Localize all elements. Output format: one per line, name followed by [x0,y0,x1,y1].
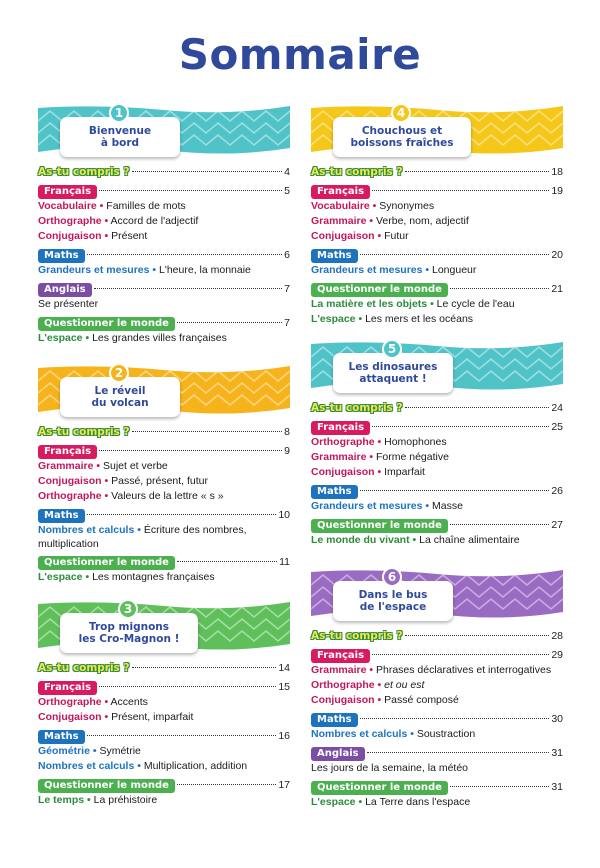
page-number: 19 [551,185,563,197]
dot-leader [99,686,276,687]
francais-tag[interactable]: Français [311,649,370,663]
topic-subject: Orthographe [38,696,102,708]
dot-leader [177,784,276,785]
topic-text: Présent, imparfait [111,711,194,723]
francais-tag[interactable]: Français [311,185,370,199]
topic-subject: La matière et les objets [311,298,428,310]
dot-leader [372,190,549,191]
toc-row [38,247,290,263]
page-number: 26 [551,485,563,497]
page-number: 25 [551,421,563,433]
toc-row [311,164,563,180]
dot-leader [87,254,283,255]
maths-tag[interactable]: Maths [311,713,358,727]
topic-text: Présent [111,230,148,242]
toc-row [38,679,290,695]
bullet: • [137,524,141,536]
bullet: • [430,298,434,310]
dot-leader [405,171,550,172]
topic-subject: Grammaire [311,215,367,227]
topic-line [311,263,563,278]
toc-row [311,517,563,533]
toc-row [38,660,290,676]
questionner-le-monde-tag[interactable]: Questionner le monde [38,317,175,331]
bullet: • [358,313,363,325]
topic-line [38,263,290,278]
topic-text: Soustraction [416,728,476,740]
topic-text: Passé, présent, futur [111,475,209,487]
dot-leader [405,407,550,408]
unit-2 [38,364,290,585]
topic-text: Masse [432,500,463,512]
bullet: • [377,436,382,448]
unit-3 [38,600,290,808]
page-number: 31 [551,781,563,793]
topic-line [311,663,563,678]
topic-text: Homophones [384,436,447,448]
topic-subject: Conjugaison [38,230,102,242]
topic-text: Les mers et les océans [365,313,474,325]
questionner-le-monde-tag[interactable]: Questionner le monde [311,283,448,297]
francais-tag[interactable]: Français [38,185,97,199]
unit-entries [38,164,290,346]
topic-subject: Conjugaison [38,475,102,487]
topic-text: Symétrie [99,745,141,757]
toc-row [311,779,563,795]
topic-text-cont: multiplication [38,538,99,550]
topic-line [38,331,290,346]
anglais-tag[interactable]: Anglais [38,283,92,297]
page-number: 4 [284,166,290,178]
topic-text: Synonymes [379,200,435,212]
topic-subject: Nombres et calculs [38,524,135,536]
topic-subject: Grandeurs et mesures [311,264,423,276]
toc-row [311,647,563,663]
topic-text: Phrases déclaratives et interrogatives [375,664,552,676]
dot-leader [132,431,283,432]
unit-entries [311,628,563,810]
dot-leader [94,288,283,289]
topic-text: Les montagnes françaises [92,571,215,583]
topic-subject: Vocabulaire [311,200,370,212]
topic-line [38,474,290,489]
maths-tag[interactable]: Maths [38,249,85,263]
topic-subject: Orthographe [38,490,102,502]
bullet: • [412,534,417,546]
bullet: • [410,728,414,740]
topic-subject: Grammaire [311,451,367,463]
as-tu-compris-link[interactable]: As-tu compris ? [38,426,130,438]
unit-title-card [333,117,471,157]
dot-leader [372,426,549,427]
toc-row [311,281,563,297]
topic-subject: Grandeurs et mesures [311,500,423,512]
page-number: 9 [284,445,290,457]
topic-line [311,312,563,327]
unit-number-badge: 2 [109,363,129,383]
dot-leader [87,735,277,736]
dot-leader [372,654,549,655]
topic-line [38,570,290,585]
page-number: 7 [284,283,290,295]
topic-text: Écriture des nombres, [143,524,247,536]
topic-subject: Grammaire [38,460,94,472]
bullet: • [377,679,382,691]
questionner-le-monde-tag[interactable]: Questionner le monde [38,779,175,793]
topic-text: Imparfait [384,466,425,478]
topic-line [311,533,563,548]
bullet: • [425,500,430,512]
toc-row [311,745,563,761]
topic-text: L'heure, la monnaie [159,264,251,276]
topic-text: Forme négative [375,451,449,463]
topic-text: Verbe, nom, adjectif [375,215,469,227]
unit-4 [311,104,563,327]
page-number: 16 [278,730,290,742]
questionner-le-monde-tag[interactable]: Questionner le monde [311,781,448,795]
as-tu-compris-link[interactable]: As-tu compris ? [311,402,403,414]
anglais-tag[interactable]: Anglais [311,747,365,761]
dot-leader [360,490,550,491]
dot-leader [360,254,550,255]
dot-leader [99,190,282,191]
topic-subject: Orthographe [38,215,102,227]
dot-leader [450,288,549,289]
toc-row [38,443,290,459]
page-title: Sommaire [178,30,422,79]
unit-number-badge: 1 [109,103,129,123]
topic-subject: Grandeurs et mesures [38,264,150,276]
topic-line [311,297,563,312]
bullet: • [372,200,377,212]
toc-row [38,777,290,793]
bullet: • [369,664,374,676]
topic-line [38,523,290,551]
unit-banner [311,568,563,624]
topic-subject: Le monde du vivant [311,534,410,546]
bullet: • [92,745,97,757]
topic-subject: L'espace [38,571,83,583]
bullet: • [377,694,382,706]
toc-row [311,183,563,199]
unit-banner [38,364,290,420]
unit-banner [311,340,563,396]
toc-row [38,281,290,297]
dot-leader [360,718,550,719]
topic-line [311,795,563,810]
topic-subject: Conjugaison [311,230,375,242]
unit-title: Trop mignons les Cro-Magnon ! [78,621,180,645]
topic-text: Futur [384,230,409,242]
unit-entries [311,400,563,548]
topic-text: La Terre dans l'espace [365,796,471,808]
unit-title: Le réveil du volcan [91,385,149,409]
unit-title-card [333,353,453,393]
topic-line [38,710,290,725]
topic-subject: Le temps [38,794,85,806]
bullet: • [152,264,157,276]
topic-line [311,229,563,244]
dot-leader [87,514,277,515]
topic-subject: Vocabulaire [38,200,97,212]
topic-line [311,727,563,742]
maths-tag[interactable]: Maths [311,249,358,263]
toc-row [38,183,290,199]
unit-banner [38,104,290,160]
dot-leader [405,635,550,636]
unit-number-badge: 6 [382,567,402,587]
topic-text: Sujet et verbe [102,460,168,472]
topic-text: Passé composé [384,694,459,706]
topic-line [311,693,563,708]
topic-subject: Géométrie [38,745,90,757]
maths-tag[interactable]: Maths [38,509,85,523]
page-number: 29 [551,649,563,661]
topic-line [38,695,290,710]
toc-row [38,507,290,523]
bullet: • [87,794,91,806]
topic-line [311,435,563,450]
topic-subject: Conjugaison [311,466,375,478]
topic-line [311,499,563,514]
page-number: 10 [278,509,290,521]
page-number: 17 [278,779,290,791]
topic-line [311,465,563,480]
unit-title: Chouchous et boissons fraîches [350,125,454,149]
topic-text: Longueur [432,264,477,276]
topic-line [38,489,290,504]
topic-line [311,450,563,465]
maths-tag[interactable]: Maths [38,730,85,744]
bullet: • [377,466,382,478]
topic-subject: L'espace [311,796,356,808]
bullet: • [104,696,109,708]
toc-row [311,419,563,435]
bullet: • [104,711,109,723]
topic-line [38,459,290,474]
topic-subject: Nombres et calculs [38,760,135,772]
unit-entries [38,660,290,808]
as-tu-compris-link[interactable]: As-tu compris ? [311,630,403,642]
topic-line [38,214,290,229]
page-number: 15 [278,681,290,693]
bullet: • [425,264,430,276]
toc-row [311,400,563,416]
unit-5 [311,340,563,548]
bullet: • [104,475,109,487]
page-number: 14 [278,662,290,674]
page-number: 31 [551,747,563,759]
bullet: • [377,230,382,242]
topic-line [311,214,563,229]
dot-leader [177,322,282,323]
unit-title-card [60,377,180,417]
topic-line [38,793,290,808]
page-number: 20 [551,249,563,261]
topic-text: La chaîne alimentaire [419,534,520,546]
maths-tag[interactable]: Maths [311,485,358,499]
toc-row [38,554,290,570]
toc-row [311,247,563,263]
topic-text: Accents [110,696,148,708]
toc-row [38,424,290,440]
toc-row [38,728,290,744]
unit-title-card [333,581,453,621]
topic-text: La préhistoire [93,794,158,806]
unit-number-badge: 3 [118,599,138,619]
bullet: • [358,796,363,808]
topic-line [311,678,563,693]
topic-text: et ou est [384,679,425,691]
dot-leader [367,752,550,753]
topic-line [38,744,290,759]
topic-subject: Grammaire [311,664,367,676]
unit-number-badge: 4 [391,103,411,123]
toc-row [38,164,290,180]
as-tu-compris-link[interactable]: As-tu compris ? [38,166,130,178]
page-number: 5 [284,185,290,197]
dot-leader [450,786,549,787]
unit-number-badge: 5 [382,339,402,359]
topic-subject: L'espace [311,313,356,325]
bullet: • [85,571,90,583]
page-number: 24 [551,402,563,414]
topic-subject: L'espace [38,332,83,344]
unit-entries [311,164,563,327]
topic-line [311,761,563,776]
topic-text: Les jours de la semaine, la météo [311,762,469,774]
page-number: 21 [551,283,563,295]
bullet: • [85,332,90,344]
unit-title-card [60,613,198,653]
topic-subject: Orthographe [311,679,375,691]
page-number: 30 [551,713,563,725]
bullet: • [104,490,109,502]
dot-leader [132,667,277,668]
page-number: 28 [551,630,563,642]
unit-title: Les dinosaures attaquent ! [348,361,438,385]
unit-title: Bienvenue à bord [88,125,152,149]
dot-leader [177,561,277,562]
bullet: • [99,200,104,212]
topic-text: Accord de l'adjectif [110,215,199,227]
topic-subject: Conjugaison [38,711,102,723]
dot-leader [450,524,549,525]
topic-subject: Orthographe [311,436,375,448]
francais-tag[interactable]: Français [38,681,97,695]
questionner-le-monde-tag[interactable]: Questionner le monde [311,519,448,533]
bullet: • [96,460,101,472]
as-tu-compris-link[interactable]: As-tu compris ? [311,166,403,178]
topic-text: Le cycle de l'eau [436,298,515,310]
page-number: 7 [284,317,290,329]
topic-text: Se présenter [38,298,99,310]
toc-row [311,483,563,499]
unit-title-card [60,117,180,157]
topic-text: Valeurs de la lettre « s » [111,490,224,502]
unit-banner [311,104,563,160]
bullet: • [104,230,109,242]
page-number: 11 [279,556,290,568]
unit-1 [38,104,290,346]
dot-leader [99,450,282,451]
topic-line [311,199,563,214]
topic-text: Familles de mots [106,200,186,212]
bullet: • [369,451,374,463]
topic-line [38,229,290,244]
francais-tag[interactable]: Français [311,421,370,435]
toc-row [311,711,563,727]
unit-title: Dans le bus de l'espace [358,589,428,613]
topic-line [38,199,290,214]
questionner-le-monde-tag[interactable]: Questionner le monde [38,556,175,570]
topic-text: Multiplication, addition [143,760,248,772]
unit-banner [38,600,290,656]
bullet: • [104,215,109,227]
bullet: • [369,215,374,227]
toc-row [38,315,290,331]
francais-tag[interactable]: Français [38,445,97,459]
bullet: • [137,760,141,772]
unit-entries [38,424,290,585]
topic-line [38,297,290,312]
topic-line [38,759,290,774]
page-number: 6 [284,249,290,261]
page-number: 18 [551,166,563,178]
unit-6 [311,568,563,810]
topic-subject: Conjugaison [311,694,375,706]
as-tu-compris-link[interactable]: As-tu compris ? [38,662,130,674]
toc-row [311,628,563,644]
topic-text: Les grandes villes françaises [92,332,227,344]
page-number: 8 [284,426,290,438]
dot-leader [132,171,283,172]
page-number: 27 [551,519,563,531]
topic-subject: Nombres et calculs [311,728,408,740]
